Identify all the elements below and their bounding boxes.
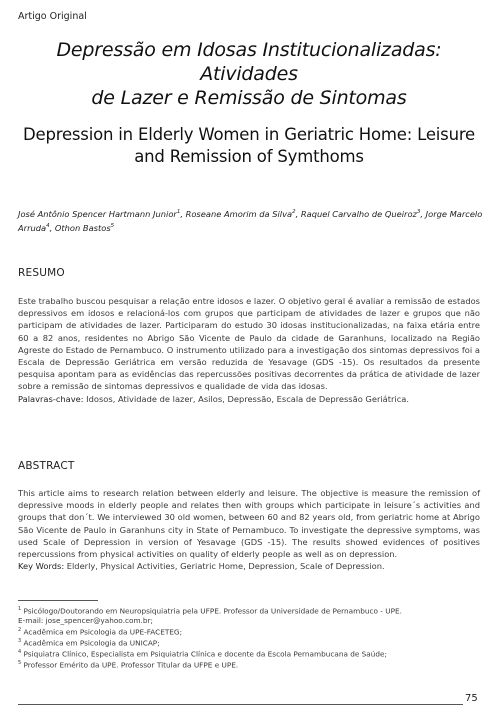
footnote-text: Acadêmica em Psicologia da UPE-FACETEG; bbox=[21, 627, 183, 637]
author-name: José Antônio Spencer Hartmann Junior bbox=[18, 208, 177, 219]
author-name: Roseane Amorim da Silva bbox=[185, 208, 293, 219]
resumo-keywords-text: Idosos, Atividade de lazer, Asilos, Depressão, Escala de Depressão Geriátrica. bbox=[83, 393, 410, 404]
abstract-keywords-label: Key Words: bbox=[18, 561, 65, 572]
page-number: 75 bbox=[465, 693, 478, 704]
title-english bbox=[10, 124, 488, 168]
abstract-section bbox=[18, 487, 480, 572]
author-list bbox=[18, 206, 484, 234]
footnote-item bbox=[18, 616, 484, 626]
title-portuguese-line-1: Depressão em Idosas Institucionalizadas: Atividades bbox=[56, 39, 442, 85]
footnote-item bbox=[18, 659, 484, 670]
resumo-body-text: Este trabalho buscou pesquisar a relação entre idosos e lazer. O objetivo geral é avaliar a remissão de estados depressivos em idosos e relacioná-los com grupos que participam de atividades de lazer e grupos que não participam de atividades de lazer. Participaram do estudo 30 idosas institucionalizadas, na faixa etária entre 60 a 82 anos, residentes no Abrigo São Vicente de Paulo da cidade de Garanhuns, localizado na Região Agreste do Estado de Pernambuco. O instrumento utilizado para a investigação dos sintomas depressivos foi a Escala de Depressão Geriátrica em versão reduzida de Yesavage (GDS -15). Os resultados da presente pesquisa apontam para as evidências das repercussões positivas decorrentes da prática de atividade de lazer sobre a remissão de sintomas depressivos e qualidade de vida das idosas. bbox=[18, 296, 480, 392]
author-ref: 2 bbox=[292, 209, 296, 215]
author-separator: , bbox=[420, 208, 426, 219]
footnotes bbox=[18, 605, 484, 670]
footnote-ref: 3 bbox=[18, 637, 22, 644]
author-name: Raquel Carvalho de Queiroz bbox=[300, 208, 417, 219]
author-separator: , bbox=[295, 208, 301, 219]
author-ref: 1 bbox=[176, 209, 181, 215]
author-separator: , bbox=[49, 222, 55, 233]
footnote-ref: 2 bbox=[18, 626, 22, 633]
resumo-keywords-label: Palavras-chave: bbox=[18, 393, 84, 404]
resumo-keywords bbox=[18, 393, 480, 405]
author-ref: 4 bbox=[46, 222, 50, 229]
footnote-ref: 5 bbox=[18, 659, 22, 666]
author-ref: 3 bbox=[416, 209, 421, 215]
footnote-ref: 1 bbox=[18, 606, 22, 612]
author-name: Jorge Marcelo Arruda bbox=[18, 208, 483, 233]
abstract-keywords bbox=[18, 560, 480, 572]
section-type-label: Artigo Original bbox=[18, 11, 87, 22]
footnote-divider bbox=[18, 600, 98, 601]
author-name: Othon Bastos bbox=[54, 222, 111, 233]
author-separator: , bbox=[180, 208, 186, 219]
footnote-text: Professor Emérito da UPE. Professor Titular da UFPE e UPE. bbox=[21, 660, 239, 670]
footnote-item bbox=[18, 637, 484, 648]
footnote-item bbox=[18, 648, 484, 659]
abstract-body-text: This article aims to research relation between elderly and leisure. The objective is measure the remission of depressive moods in elderly people and relates then with groups which participate in leisure´s activities and groups that don´t. We interviewed 30 old women, between 60 and 82 years old, from geriatric home at Abrigo São Vicente de Paulo in Garanhuns city in State of Pernambuco. To investigate the depressive symptoms, was used Scale of Depression in version of Yesavage (GDS -15). The results showed evidences of positives repercussions from physical activities on quality of elderly people as well as on depression. bbox=[18, 488, 480, 560]
title-english-line-2: and Remission of Symthoms bbox=[134, 147, 364, 166]
abstract-keywords-text: Elderly, Physical Activities, Geriatric Home, Depression, Scale of Depression. bbox=[64, 561, 385, 572]
footnote-text: Psiquiatra Clínico, Especialista em Psiquiatria Clínica e docente da Escola Pernambucana de Saúde; bbox=[21, 649, 387, 659]
footnote-item bbox=[18, 626, 484, 637]
author-ref: 5 bbox=[110, 222, 115, 229]
footnote-item bbox=[18, 605, 484, 616]
footnote-text: Acadêmica em Psicologia da UNICAP; bbox=[21, 638, 160, 648]
title-english-line-1: Depression in Elderly Women in Geriatric Home: Leisure bbox=[23, 125, 475, 144]
footnote-text: E-mail: jose_spencer@yahoo.com.br; bbox=[18, 616, 153, 626]
title-portuguese-line-2: de Lazer e Remissão de Sintomas bbox=[91, 87, 407, 109]
resumo-heading: RESUMO bbox=[18, 267, 65, 279]
page-bottom-rule bbox=[18, 704, 463, 705]
footnote-text: Psicólogo/Doutorando em Neuropsiquiatria pela UFPE. Professor da Universidade de Pernambuco - UPE. bbox=[21, 606, 402, 616]
footnote-ref: 4 bbox=[18, 648, 22, 655]
title-portuguese bbox=[10, 38, 488, 110]
resumo-section bbox=[18, 295, 480, 405]
abstract-heading: ABSTRACT bbox=[18, 460, 75, 472]
